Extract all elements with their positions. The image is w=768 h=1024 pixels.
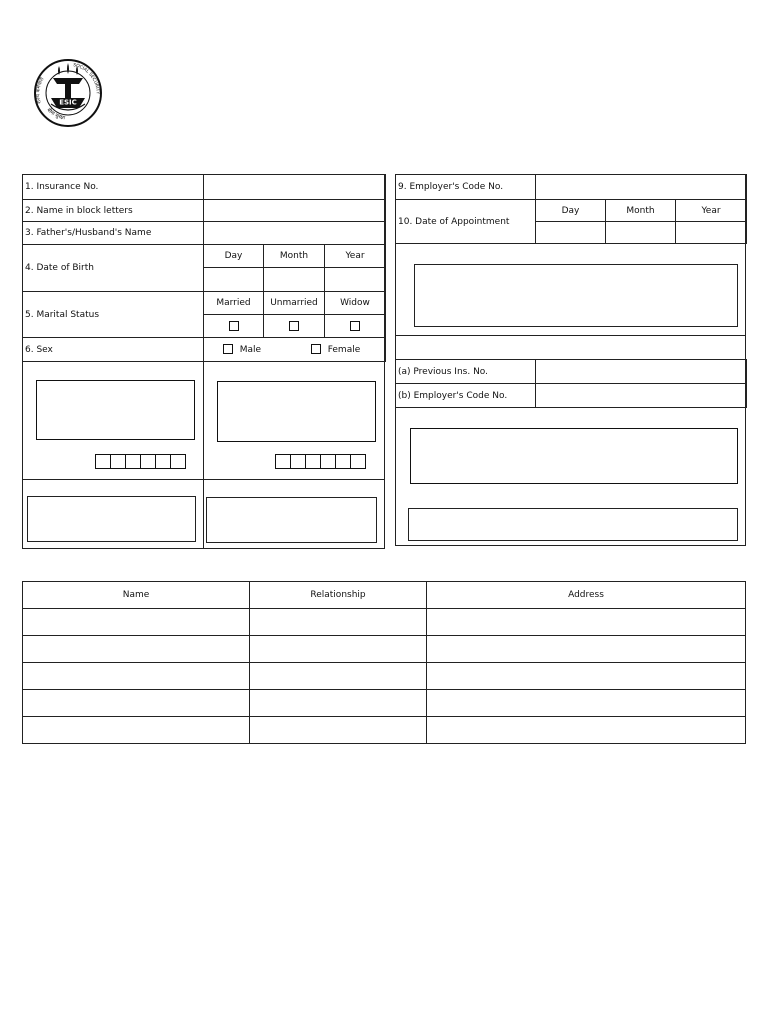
prev-ins-no-field[interactable] bbox=[536, 360, 747, 384]
employer-code-field[interactable] bbox=[536, 175, 747, 200]
nominee-address-cell[interactable] bbox=[427, 636, 746, 663]
nominee-address-cell[interactable] bbox=[427, 663, 746, 690]
dob-year-header: Year bbox=[325, 245, 386, 268]
appt-day-field[interactable] bbox=[536, 222, 606, 244]
name-block-field[interactable] bbox=[204, 200, 386, 222]
nominee-address-cell[interactable] bbox=[427, 609, 746, 636]
appt-day-header: Day bbox=[536, 200, 606, 222]
father-husband-label: 3. Father's/Husband's Name bbox=[23, 222, 204, 245]
nominee-relationship-cell[interactable] bbox=[250, 636, 427, 663]
insurance-no-label: 1. Insurance No. bbox=[23, 175, 204, 200]
esic-logo bbox=[33, 58, 103, 128]
logo-text: ESIC bbox=[59, 98, 77, 107]
table-row bbox=[23, 717, 746, 744]
appt-year-field[interactable] bbox=[676, 222, 747, 244]
appt-month-header: Month bbox=[606, 200, 676, 222]
table-row bbox=[23, 609, 746, 636]
nominee-header-relationship: Relationship bbox=[250, 582, 427, 609]
employer-signature-box[interactable] bbox=[408, 508, 738, 541]
female-label: Female bbox=[327, 344, 361, 355]
table-row bbox=[23, 663, 746, 690]
appt-year-header: Year bbox=[676, 200, 747, 222]
right-panel-table bbox=[395, 174, 747, 244]
logo-right-arc: SOCIAL SECURITY bbox=[72, 63, 100, 95]
logo-left-arc: राज्य कर्मचारी bbox=[35, 76, 46, 105]
widow-checkbox[interactable] bbox=[350, 321, 360, 331]
left-panel-table bbox=[22, 174, 386, 362]
dob-year-field[interactable] bbox=[325, 268, 386, 292]
digit-boxes-left[interactable] bbox=[96, 454, 186, 469]
male-checkbox[interactable] bbox=[223, 344, 233, 354]
nominee-relationship-cell[interactable] bbox=[250, 609, 427, 636]
left-photo-divider-v bbox=[203, 361, 204, 549]
nominee-relationship-cell[interactable] bbox=[250, 717, 427, 744]
signature-box-left[interactable] bbox=[27, 496, 196, 542]
photo-box-right[interactable] bbox=[217, 381, 376, 442]
nominee-table bbox=[22, 581, 746, 744]
nominee-address-cell[interactable] bbox=[427, 717, 746, 744]
nominee-relationship-cell[interactable] bbox=[250, 663, 427, 690]
unmarried-checkbox[interactable] bbox=[289, 321, 299, 331]
married-checkbox[interactable] bbox=[229, 321, 239, 331]
prev-employer-code-label: (b) Employer's Code No. bbox=[396, 384, 536, 408]
nominee-name-cell[interactable] bbox=[23, 609, 250, 636]
date-appointment-label: 10. Date of Appointment bbox=[396, 200, 536, 244]
address-box[interactable] bbox=[414, 264, 738, 327]
dob-month-field[interactable] bbox=[264, 268, 325, 292]
widow-label: Widow bbox=[325, 292, 386, 315]
photo-box-left[interactable] bbox=[36, 380, 195, 440]
nominee-name-cell[interactable] bbox=[23, 663, 250, 690]
dob-month-header: Month bbox=[264, 245, 325, 268]
prev-employer-code-field[interactable] bbox=[536, 384, 747, 408]
unmarried-label: Unmarried bbox=[264, 292, 325, 315]
nominee-header-name: Name bbox=[23, 582, 250, 609]
dob-label: 4. Date of Birth bbox=[23, 245, 204, 292]
right-divider-1 bbox=[395, 335, 746, 336]
name-block-label: 2. Name in block letters bbox=[23, 200, 204, 222]
nominee-address-cell[interactable] bbox=[427, 690, 746, 717]
female-checkbox[interactable] bbox=[311, 344, 321, 354]
insurance-no-field[interactable] bbox=[204, 175, 386, 200]
employer-details-box[interactable] bbox=[410, 428, 738, 484]
logo-bottom-arc: बीमा सुरक्षा bbox=[45, 107, 66, 122]
prev-ins-no-label: (a) Previous Ins. No. bbox=[396, 360, 536, 384]
appt-month-field[interactable] bbox=[606, 222, 676, 244]
nominee-name-cell[interactable] bbox=[23, 690, 250, 717]
sex-label: 6. Sex bbox=[23, 338, 204, 362]
esic-logo-graphic bbox=[33, 58, 103, 128]
nominee-name-cell[interactable] bbox=[23, 717, 250, 744]
employer-code-label: 9. Employer's Code No. bbox=[396, 175, 536, 200]
nominee-relationship-cell[interactable] bbox=[250, 690, 427, 717]
married-label: Married bbox=[204, 292, 264, 315]
svg-text:राज्य कर्मचारी bbox=[35, 76, 46, 105]
male-label: Male bbox=[239, 344, 262, 355]
father-husband-field[interactable] bbox=[204, 222, 386, 245]
table-row bbox=[23, 690, 746, 717]
previous-ins-table bbox=[395, 359, 747, 408]
dob-day-field[interactable] bbox=[204, 268, 264, 292]
signature-box-right[interactable] bbox=[206, 497, 377, 543]
sex-options bbox=[204, 338, 386, 362]
nominee-header-address: Address bbox=[427, 582, 746, 609]
digit-boxes-right[interactable] bbox=[276, 454, 366, 469]
table-row bbox=[23, 636, 746, 663]
dob-day-header: Day bbox=[204, 245, 264, 268]
marital-status-label: 5. Marital Status bbox=[23, 292, 204, 338]
nominee-name-cell[interactable] bbox=[23, 636, 250, 663]
